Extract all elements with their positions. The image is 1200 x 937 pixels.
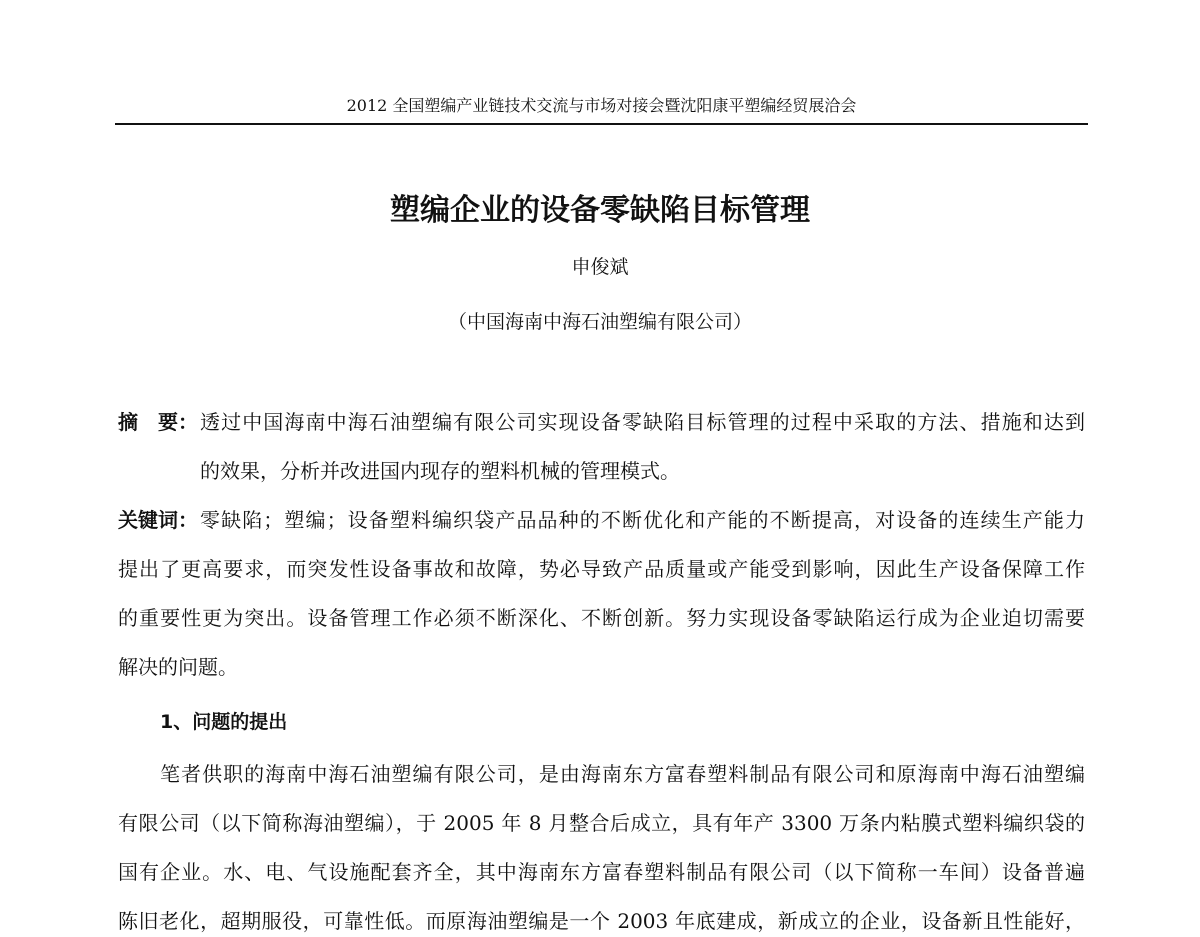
abstract-label: 摘 要： [118,410,198,434]
running-header: 2012 全国塑编产业链技术交流与市场对接会暨沈阳康平塑编经贸展洽会 [346,96,857,115]
keywords-line: 提出了更高要求，而突发性设备事故和故障，势必导致产品质量或产能受到影响，因此生产设备保障工作 [118,557,1085,581]
affiliation: （中国海南中海石油塑编有限公司） [447,311,752,333]
section-heading: 1、问题的提出 [160,711,288,733]
author: 申俊斌 [571,256,629,278]
body-line: 国有企业。水、电、气设施配套齐全，其中海南东方富春塑料制品有限公司（以下简称一车间）设备普遍 [118,860,1085,884]
body-line: 笔者供职的海南中海石油塑编有限公司，是由海南东方富春塑料制品有限公司和原海南中海石油塑编 [160,762,1085,786]
keywords-label: 关键词： [118,508,198,532]
abstract-line: 透过中国海南中海石油塑编有限公司实现设备零缺陷目标管理的过程中采取的方法、措施和达到 [200,410,1085,434]
keywords-line: 零缺陷；塑编；设备塑料编织袋产品品种的不断优化和产能的不断提高，对设备的连续生产能力 [200,508,1085,532]
keywords-line: 的重要性更为突出。设备管理工作必须不断深化、不断创新。努力实现设备零缺陷运行成为企业迫切需要 [118,606,1085,630]
body-line: 陈旧老化，超期服役，可靠性低。而原海油塑编是一个 2003 年底建成，新成立的企业，设备新且性能好， [118,909,1085,933]
paper-title: 塑编企业的设备零缺陷目标管理 [390,193,810,228]
body-line: 有限公司（以下简称海油塑编），于 2005 年 8 月整合后成立，具有年产 3300 万条内粘膜式塑料编织袋的 [118,811,1085,835]
keywords-line: 解决的问题。 [118,655,238,679]
abstract-line: 的效果，分析并改进国内现存的塑料机械的管理模式。 [200,459,680,483]
header-rule [115,123,1088,125]
